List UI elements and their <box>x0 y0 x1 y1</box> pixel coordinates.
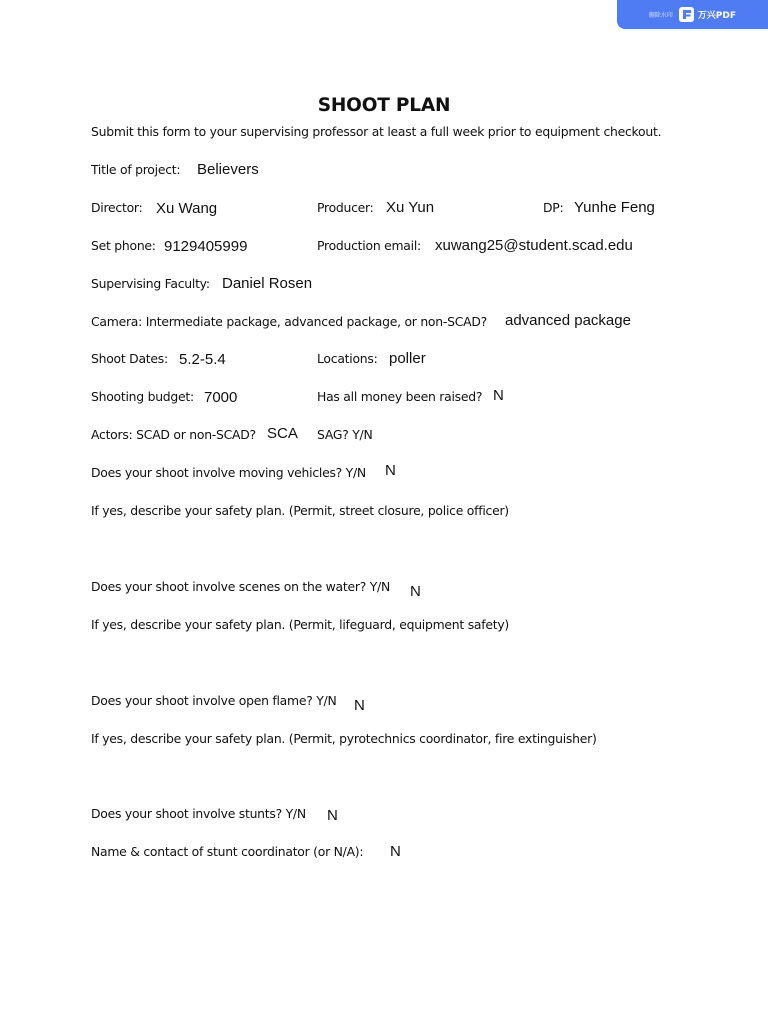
producer-field[interactable]: Xu Yun <box>386 199 435 216</box>
sag-label: SAG? Y/N <box>317 427 373 442</box>
watermark-badge[interactable] <box>617 0 768 29</box>
locations-field[interactable]: poller <box>389 350 426 367</box>
supervising-faculty-field[interactable]: Daniel Rosen <box>222 275 313 292</box>
shoot-dates-label: Shoot Dates: <box>91 351 168 366</box>
brand-logo-icon <box>679 7 694 22</box>
remove-watermark-link[interactable]: 删除水印 <box>648 12 673 19</box>
actors-label: Actors: SCAD or non-SCAD? <box>91 427 256 442</box>
open-flame-label: Does your shoot involve open flame? Y/N <box>91 693 337 708</box>
locations-label: Locations: <box>317 351 378 366</box>
dp-label: DP: <box>543 200 564 215</box>
money-raised-field[interactable]: N <box>493 387 504 404</box>
camera-label: Camera: Intermediate package, advanced package, or non-SCAD? <box>91 314 487 329</box>
vehicles-safety-label: If yes, describe your safety plan. (Permit, street closure, police officer) <box>91 503 509 518</box>
stunt-coordinator-field[interactable]: N <box>390 843 401 860</box>
money-raised-label: Has all money been raised? <box>317 389 483 404</box>
water-scenes-label: Does your shoot involve scenes on the water? Y/N <box>91 579 390 594</box>
brand-name: 万兴PDF <box>697 11 736 21</box>
form-instruction: Submit this form to your supervising professor at least a full week prior to equipment checkout. <box>91 124 662 139</box>
actors-field[interactable]: SCA <box>267 425 298 442</box>
camera-field[interactable]: advanced package <box>505 312 631 329</box>
water-scenes-field[interactable]: N <box>410 583 421 600</box>
open-flame-field[interactable]: N <box>354 697 365 714</box>
project-title-field[interactable]: Believers <box>197 161 259 178</box>
stunts-field[interactable]: N <box>327 807 338 824</box>
form-title: SHOOT PLAN <box>317 95 451 116</box>
stunts-label: Does your shoot involve stunts? Y/N <box>91 806 306 821</box>
moving-vehicles-label: Does your shoot involve moving vehicles? Y/N <box>91 465 366 480</box>
production-email-field[interactable]: xuwang25@student.scad.edu <box>435 237 633 254</box>
set-phone-label: Set phone: <box>91 238 156 253</box>
production-email-label: Production email: <box>317 238 421 253</box>
director-label: Director: <box>91 200 143 215</box>
flame-safety-label: If yes, describe your safety plan. (Permit, pyrotechnics coordinator, fire extinguisher) <box>91 731 597 746</box>
shooting-budget-field[interactable]: 7000 <box>204 389 238 406</box>
supervising-faculty-label: Supervising Faculty: <box>91 276 210 291</box>
set-phone-field[interactable]: 9129405999 <box>164 238 248 255</box>
producer-label: Producer: <box>317 200 374 215</box>
moving-vehicles-field[interactable]: N <box>385 462 396 479</box>
director-field[interactable]: Xu Wang <box>156 200 218 217</box>
project-title-label: Title of project: <box>91 162 181 177</box>
shooting-budget-label: Shooting budget: <box>91 389 194 404</box>
shoot-dates-field[interactable]: 5.2-5.4 <box>179 351 226 368</box>
dp-field[interactable]: Yunhe Feng <box>574 199 655 216</box>
water-safety-label: If yes, describe your safety plan. (Permit, lifeguard, equipment safety) <box>91 617 510 632</box>
stunt-coordinator-label: Name & contact of stunt coordinator (or N/A): <box>91 844 364 859</box>
